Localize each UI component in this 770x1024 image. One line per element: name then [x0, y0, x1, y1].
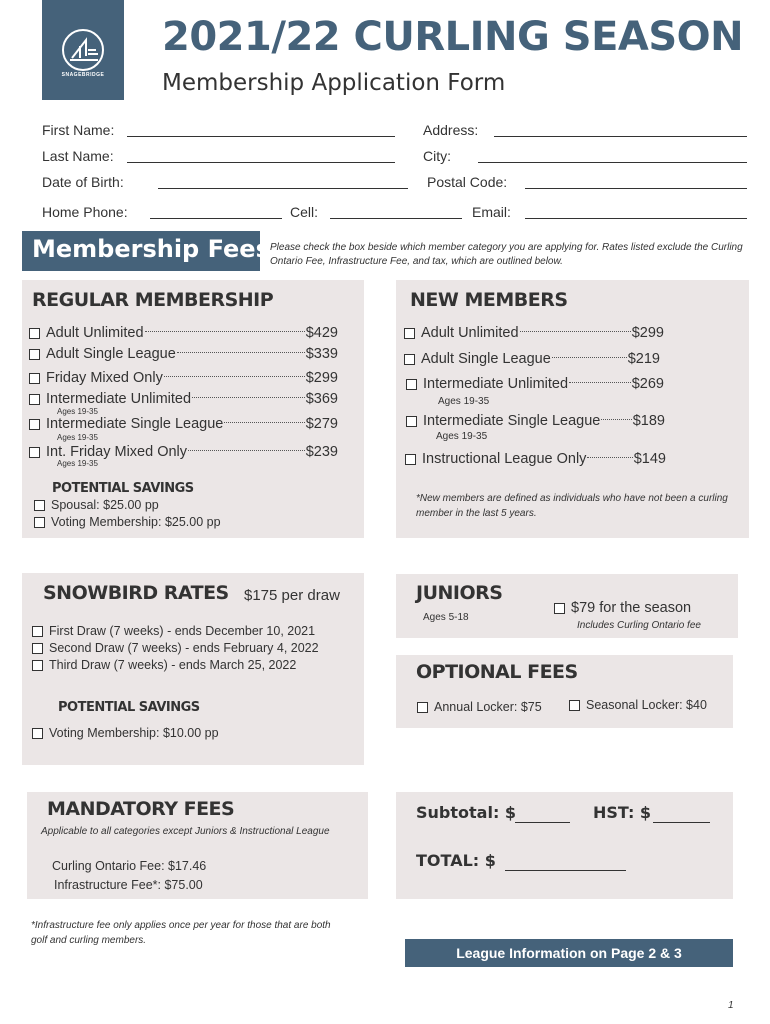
- regular-intermediate-unlimited[interactable]: Intermediate Unlimited $369: [29, 391, 338, 407]
- checkbox[interactable]: [29, 419, 40, 430]
- ages-note: Ages 19-35: [57, 407, 98, 416]
- checkbox[interactable]: [32, 643, 43, 654]
- ages-note: Ages 19-35: [436, 431, 488, 442]
- checkbox[interactable]: [32, 626, 43, 637]
- last-name-label: Last Name:: [42, 148, 114, 164]
- postal-field[interactable]: [525, 188, 747, 189]
- checkbox[interactable]: [29, 447, 40, 458]
- city-field[interactable]: [478, 162, 747, 163]
- checkbox[interactable]: [404, 328, 415, 339]
- new-members-title: NEW MEMBERS: [410, 289, 568, 311]
- membership-fees-banner: Membership Fees: [22, 231, 260, 271]
- juniors-title: JUNIORS: [416, 582, 503, 604]
- checkbox[interactable]: [32, 660, 43, 671]
- infrastructure-footnote: *Infrastructure fee only applies once per year for those that are both golf and curling members.: [31, 920, 331, 946]
- email-label: Email:: [472, 204, 511, 220]
- checkbox[interactable]: [34, 517, 45, 528]
- mandatory-fees-note: Applicable to all categories except Juniors & Instructional League: [41, 826, 330, 837]
- total-field[interactable]: [505, 870, 626, 871]
- snowbird-third-draw[interactable]: Third Draw (7 weeks) - ends March 25, 2022: [32, 658, 296, 672]
- dob-label: Date of Birth:: [42, 174, 124, 190]
- city-label: City:: [423, 148, 451, 164]
- ages-note: Ages 19-35: [57, 459, 98, 468]
- new-instructional-league[interactable]: Instructional League Only $149: [405, 451, 666, 467]
- last-name-field[interactable]: [127, 162, 395, 163]
- checkbox[interactable]: [405, 454, 416, 465]
- email-field[interactable]: [525, 218, 747, 219]
- cell-label: Cell:: [290, 204, 319, 220]
- postal-label: Postal Code:: [427, 174, 508, 190]
- membership-fees-note: Please check the box beside which member category you are applying for. Rates listed exclude the Curling Ontario Fee, Infrastructure Fee, and tax, which are outlined below.: [270, 242, 743, 267]
- mandatory-fees-title: MANDATORY FEES: [47, 798, 235, 820]
- league-info-banner: League Information on Page 2 & 3: [405, 939, 733, 967]
- savings-spousal[interactable]: Spousal: $25.00 pp: [34, 498, 159, 512]
- infrastructure-fee: Infrastructure Fee*: $75.00: [54, 878, 203, 892]
- checkbox[interactable]: [417, 702, 428, 713]
- checkbox[interactable]: [29, 328, 40, 339]
- subtotal-label: Subtotal: $: [416, 803, 517, 822]
- cell-field[interactable]: [330, 218, 462, 219]
- checkbox[interactable]: [32, 728, 43, 739]
- checkbox[interactable]: [404, 354, 415, 365]
- page-number: 1: [728, 1000, 734, 1011]
- curling-logo-icon: [56, 28, 110, 72]
- snowbird-rate: $175 per draw: [244, 587, 340, 604]
- juniors-ages: Ages 5-18: [423, 612, 469, 623]
- snowbird-voting[interactable]: Voting Membership: $10.00 pp: [32, 726, 219, 740]
- first-name-label: First Name:: [42, 122, 115, 138]
- page-title: 2021/22 CURLING SEASON: [162, 14, 744, 60]
- ages-note: Ages 19-35: [438, 396, 490, 407]
- regular-savings-title: POTENTIAL SAVINGS: [52, 481, 194, 496]
- home-phone-label: Home Phone:: [42, 204, 128, 220]
- checkbox[interactable]: [406, 416, 417, 427]
- dob-field[interactable]: [158, 188, 408, 189]
- ages-note: Ages 19-35: [57, 433, 98, 442]
- juniors-season[interactable]: $79 for the season: [554, 600, 691, 616]
- snowbird-savings-title: POTENTIAL SAVINGS: [58, 700, 200, 715]
- club-logo: [42, 0, 124, 100]
- snowbird-first-draw[interactable]: First Draw (7 weeks) - ends December 10, 2021: [32, 624, 315, 638]
- new-intermediate-single[interactable]: Intermediate Single League $189: [406, 413, 665, 429]
- subtotal-field[interactable]: [515, 822, 570, 823]
- regular-membership-title: REGULAR MEMBERSHIP: [32, 289, 274, 311]
- optional-fees-title: OPTIONAL FEES: [416, 661, 578, 683]
- checkbox[interactable]: [29, 373, 40, 384]
- checkbox[interactable]: [29, 349, 40, 360]
- regular-adult-unlimited[interactable]: Adult Unlimited $429: [29, 325, 338, 341]
- hst-label: HST: $: [593, 803, 652, 822]
- snowbird-title: SNOWBIRD RATES: [43, 582, 229, 604]
- savings-voting[interactable]: Voting Membership: $25.00 pp: [34, 515, 221, 529]
- annual-locker[interactable]: Annual Locker: $75: [417, 700, 542, 714]
- new-adult-unlimited[interactable]: Adult Unlimited $299: [404, 325, 664, 341]
- address-label: Address:: [423, 122, 479, 138]
- checkbox[interactable]: [34, 500, 45, 511]
- new-members-note: *New members are defined as individuals who have not been a curling member in the last 5 years.: [416, 493, 728, 519]
- regular-friday-mixed[interactable]: Friday Mixed Only $299: [29, 370, 338, 386]
- snowbird-second-draw[interactable]: Second Draw (7 weeks) - ends February 4, 2022: [32, 641, 319, 655]
- checkbox[interactable]: [569, 700, 580, 711]
- checkbox[interactable]: [29, 394, 40, 405]
- address-field[interactable]: [494, 136, 747, 137]
- new-adult-single-league[interactable]: Adult Single League $219: [404, 351, 660, 367]
- regular-adult-single-league[interactable]: Adult Single League $339: [29, 346, 338, 362]
- regular-intermediate-single[interactable]: Intermediate Single League $279: [29, 416, 338, 432]
- total-label: TOTAL: $: [416, 851, 496, 870]
- page-subtitle: Membership Application Form: [162, 70, 506, 96]
- curling-ontario-fee: Curling Ontario Fee: $17.46: [52, 859, 207, 873]
- new-intermediate-unlimited[interactable]: Intermediate Unlimited $269: [406, 376, 664, 392]
- checkbox[interactable]: [554, 603, 565, 614]
- seasonal-locker[interactable]: Seasonal Locker: $40: [569, 698, 707, 712]
- home-phone-field[interactable]: [150, 218, 282, 219]
- juniors-note: Includes Curling Ontario fee: [577, 620, 701, 631]
- hst-field[interactable]: [653, 822, 710, 823]
- first-name-field[interactable]: [127, 136, 395, 137]
- checkbox[interactable]: [406, 379, 417, 390]
- regular-int-friday-mixed[interactable]: Int. Friday Mixed Only $239: [29, 444, 338, 460]
- logo-text: SNAGEBRIDGE: [61, 72, 105, 78]
